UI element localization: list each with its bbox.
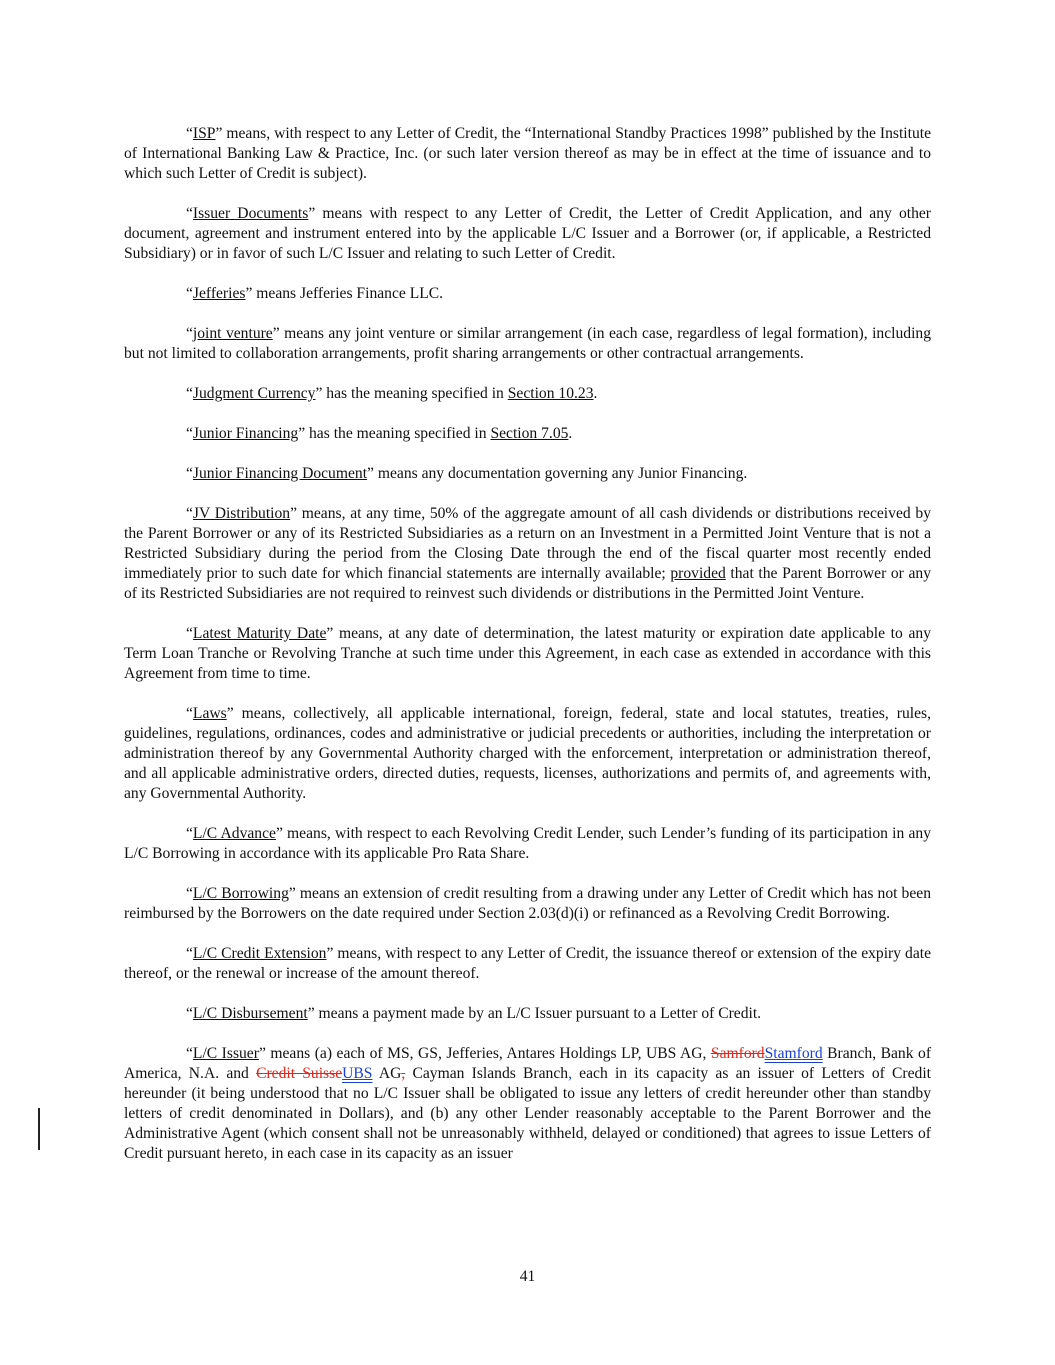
proviso-term: provided bbox=[670, 565, 726, 582]
definition-lc-disbursement: “L/C Disbursement” means a payment made by an L/C Issuer pursuant to a Letter of Credit. bbox=[186, 1005, 762, 1022]
inserted-text: Stamford bbox=[764, 1045, 823, 1062]
defined-term: Issuer Documents bbox=[192, 205, 309, 222]
defined-term: L/C Issuer bbox=[192, 1045, 259, 1062]
definition-junior-financing: “Junior Financing” has the meaning specified in Section 7.05. bbox=[186, 425, 573, 442]
definition-text: each in its capacity as an issuer of Letters of Credit hereunder (it being understood that no L/C Issuer shall be obligated to issue any letters of credit hereunder other than standby letters of credit denominated in Dollars), and (b) any other Lender reasonably acceptable to the Parent Borrower and the Administrative Agent (which consent shall not be unreasonably withheld, delayed or conditioned) that agrees to issue Letters of Credit pursuant hereto, in each case in its capacity as an issuer bbox=[124, 1065, 932, 1162]
definition-text: . bbox=[568, 425, 573, 442]
definition-lc-advance: “L/C Advance” means, with respect to each Revolving Credit Lender, such Lender’s funding of its participation in any L/C Borrowing in accordance with its applicable Pro Rata Share. bbox=[124, 825, 931, 862]
defined-term: L/C Credit Extension bbox=[192, 945, 327, 962]
definition-text: ” means a payment made by an L/C Issuer pursuant to a Letter of Credit. bbox=[307, 1005, 762, 1022]
defined-term: Laws bbox=[192, 705, 227, 722]
definition-text: that the Parent Borrower or any of its Restricted Subsidiaries are not required to reinvest such dividends or distributions in the Permitted Joint Venture. bbox=[124, 565, 932, 602]
definition-text: . bbox=[593, 385, 598, 402]
definition-text: ” means (a) each of MS, GS, Jefferies, Antares Holdings LP, UBS AG, bbox=[258, 1045, 711, 1062]
defined-term: Junior Financing bbox=[192, 425, 299, 442]
definition-text: ” means any joint venture or similar arrangement (in each case, regardless of legal formation), including but not limited to collaboration arrangements, profit sharing arrangements or other contractual arrangements. bbox=[124, 325, 931, 362]
defined-term: L/C Disbursement bbox=[192, 1005, 308, 1022]
defined-term: Junior Financing Document bbox=[192, 465, 368, 482]
defined-term: Judgment Currency bbox=[192, 385, 316, 402]
defined-term: Latest Maturity Date bbox=[192, 625, 327, 642]
definition-text: ” has the meaning specified in bbox=[298, 425, 491, 442]
section-reference: Section 10.23 bbox=[507, 385, 594, 402]
defined-term: joint venture bbox=[192, 325, 273, 342]
document-page bbox=[124, 124, 931, 1164]
definition-text: ” means Jefferies Finance LLC. bbox=[245, 285, 444, 302]
definition-lc-issuer: “L/C Issuer” means (a) each of MS, GS, Jefferies, Antares Holdings LP, UBS AG, SamfordStamford Branch, Bank of America, N.A. and Credit SuisseUBS AG, Cayman Islands Branch, each in its capacity as an issuer of Letters of Credit hereunder (it being understood that no L/C Issuer shall be obligated to issue any letters of credit hereunder other than standby letters of credit denominated in Dollars), and (b) any other Lender reasonably acceptable to the Parent Borrower and the Administrative Agent (which consent shall not be unreasonably withheld, delayed or conditioned) that agrees to issue Letters of Credit pursuant hereto, in each case in its capacity as an issuer bbox=[124, 1045, 932, 1162]
defined-term: L/C Borrowing bbox=[192, 885, 289, 902]
page-number: 41 bbox=[519, 1268, 536, 1285]
definition-text: AG bbox=[372, 1065, 402, 1082]
definition-jv-distribution: “JV Distribution” means, at any time, 50% of the aggregate amount of all cash dividends or distributions received by the Parent Borrower or any of its Restricted Subsidiaries as a return on an Investment in a Permitted Joint Venture that is not a Restricted Subsidiary during the period from the Closing Date through the end of the fiscal quarter most recently ended immediately prior to such date for which financial statements are internally available; provided that the Parent Borrower or any of its Restricted Subsidiaries are not required to reinvest such dividends or distributions in the Permitted Joint Venture. bbox=[124, 505, 932, 602]
definition-text: ” means, with respect to any Letter of Credit, the “International Standby Practices 1998” published by the Institute of International Banking Law & Practice, Inc. (or such later version thereof as may be in effect at the time of issuance and to which such Letter of Credit is subject). bbox=[124, 125, 931, 182]
definition-text: ” means, with respect to any Letter of Credit, the issuance thereof or extension of the expiry date thereof, or the renewal or increase of the amount thereof. bbox=[124, 945, 931, 982]
definition-text: ” means, with respect to each Revolving Credit Lender, such Lender’s funding of its participation in any L/C Borrowing in accordance with its applicable Pro Rata Share. bbox=[124, 825, 931, 862]
definition-lc-credit-extension: “L/C Credit Extension” means, with respect to any Letter of Credit, the issuance thereof or extension of the expiry date thereof, or the renewal or increase of the amount thereof. bbox=[124, 945, 931, 982]
deleted-text: Credit Suisse bbox=[256, 1065, 343, 1082]
deleted-text: , bbox=[401, 1065, 406, 1082]
definition-isp: “ISP” means, with respect to any Letter of Credit, the “International Standby Practices 1998” published by the Institute of International Banking Law & Practice, Inc. (or such later version thereof as may be in effect at the time of issuance and to which such Letter of Credit is subject). bbox=[124, 125, 931, 182]
definition-junior-financing-document: “Junior Financing Document” means any documentation governing any Junior Financing. bbox=[186, 465, 748, 482]
inserted-text: UBS bbox=[342, 1065, 373, 1082]
deleted-text: Samford bbox=[710, 1045, 765, 1062]
definition-lc-borrowing: “L/C Borrowing” means an extension of credit resulting from a drawing under any Letter of Credit which has not been reimbursed by the Borrowers on the date required under Section 2.03(d)(i) or refinanced as a Revolving Credit Borrowing. bbox=[124, 885, 931, 922]
definition-text: ” means any documentation governing any Junior Financing. bbox=[367, 465, 748, 482]
section-reference: Section 7.05 bbox=[490, 425, 569, 442]
definition-jefferies: “Jefferies” means Jefferies Finance LLC. bbox=[186, 285, 444, 302]
definition-issuer-documents: “Issuer Documents” means with respect to any Letter of Credit, the Letter of Credit Application, and any other document, agreement and instrument entered into by the applicable L/C Issuer and a Borrower (or, if applicable, a Restricted Subsidiary) or in favor of such L/C Issuer and relating to such Letter of Credit. bbox=[124, 205, 932, 262]
definition-text: Branch, Bank of America, N.A. and bbox=[124, 1045, 932, 1082]
revision-change-bar bbox=[38, 1108, 40, 1150]
definition-text: ” means an extension of credit resulting from a drawing under any Letter of Credit which has not been reimbursed by the Borrowers on the date required under Section 2.03(d)(i) or refinanced as a Revolving Credit Borrowing. bbox=[124, 885, 931, 922]
definition-text: ” means, at any date of determination, the latest maturity or expiration date applicable to any Term Loan Tranche or Revolving Tranche at such time under this Agreement, in each case as extended in accordance with this Agreement from time to time. bbox=[124, 625, 931, 682]
definition-text: ” has the meaning specified in bbox=[315, 385, 508, 402]
defined-term: JV Distribution bbox=[192, 505, 291, 522]
defined-term: L/C Advance bbox=[192, 825, 276, 842]
definition-text: Cayman Islands Branch bbox=[405, 1065, 569, 1082]
definition-text: ” means, collectively, all applicable international, foreign, federal, state and local statutes, treaties, rules, guidelines, regulations, ordinances, codes and administrative or judicial precedents or authorities, including the interpretation or administration thereof by any Governmental Authority charged with the enforcement, interpretation or administration thereof, and all applicable administrative orders, directed duties, requests, licenses, authorizations and permits of, and agreements with, any Governmental Authority. bbox=[124, 705, 931, 802]
definition-judgment-currency: “Judgment Currency” has the meaning specified in Section 10.23. bbox=[186, 385, 598, 402]
definition-text: ” means with respect to any Letter of Credit, the Letter of Credit Application, and any other document, agreement and instrument entered into by the applicable L/C Issuer and a Borrower (or, if applicable, a Restricted Subsidiary) or in favor of such L/C Issuer and relating to such Letter of Credit. bbox=[124, 205, 932, 262]
defined-term: ISP bbox=[192, 125, 216, 142]
defined-term: Jefferies bbox=[192, 285, 246, 302]
inserted-text: , bbox=[568, 1065, 572, 1082]
definition-laws: “Laws” means, collectively, all applicable international, foreign, federal, state and local statutes, treaties, rules, guidelines, regulations, ordinances, codes and administrative or judicial precedents or authorities, including the interpretation or administration thereof by any Governmental Authority charged with the enforcement, interpretation or administration thereof, and all applicable administrative orders, directed duties, requests, licenses, authorizations and permits of, and agreements with, any Governmental Authority. bbox=[124, 705, 931, 802]
definition-text: ” means, at any time, 50% of the aggregate amount of all cash dividends or distributions received by the Parent Borrower or any of its Restricted Subsidiaries as a return on an Investment in a Permitted Joint Venture that is not a Restricted Subsidiary during the period from the Closing Date through the end of the fiscal quarter most recently ended immediately prior to such date for which financial statements are internally available; bbox=[124, 505, 931, 582]
definition-joint-venture: “joint venture” means any joint venture or similar arrangement (in each case, regardless of legal formation), including but not limited to collaboration arrangements, profit sharing arrangements or other contractual arrangements. bbox=[124, 325, 931, 362]
definition-latest-maturity-date: “Latest Maturity Date” means, at any date of determination, the latest maturity or expiration date applicable to any Term Loan Tranche or Revolving Tranche at such time under this Agreement, in each case as extended in accordance with this Agreement from time to time. bbox=[124, 625, 931, 682]
